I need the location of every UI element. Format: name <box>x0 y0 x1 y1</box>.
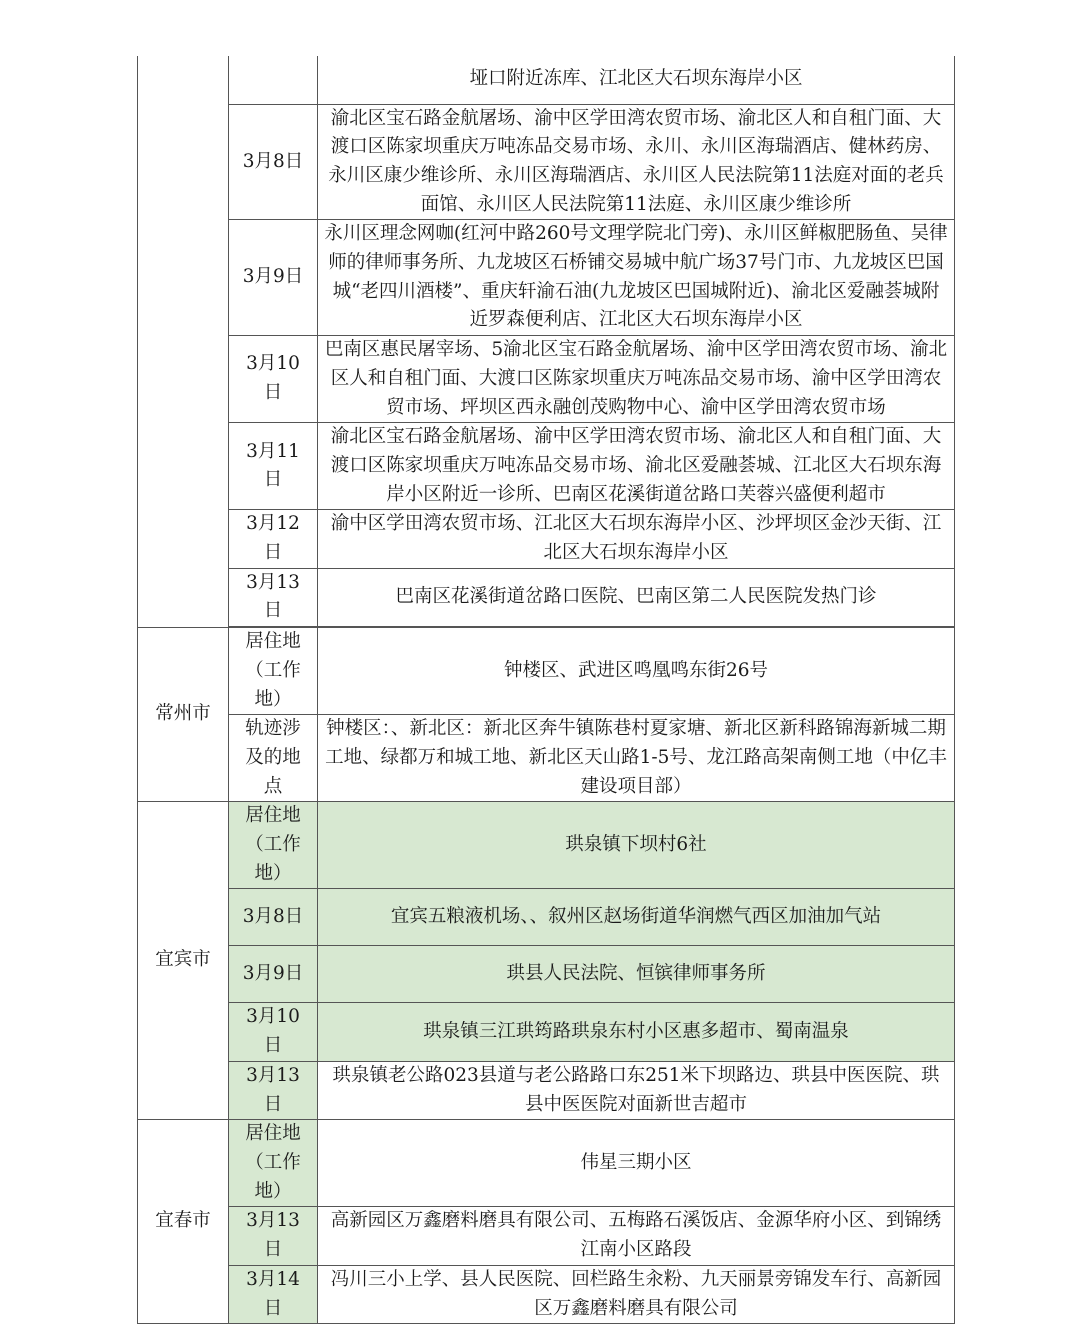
table-row <box>138 568 955 626</box>
date-cell: 3月13日 <box>229 1061 318 1119</box>
date-cell <box>229 56 318 104</box>
table-row <box>138 423 955 510</box>
places-cell: 巴南区花溪街道岔路口医院、巴南区第二人民医院发热门诊 <box>318 568 955 626</box>
table-row <box>138 1061 955 1119</box>
city-cell-yibin: 宜宾市 <box>138 802 229 1120</box>
date-cell: 3月11日 <box>229 423 318 510</box>
table-row <box>138 1265 955 1323</box>
places-cell: 珙泉镇下坝村6社 <box>318 802 955 889</box>
table-row <box>138 104 955 220</box>
places-cell: 珙泉镇三江珙筠路珙泉东村小区惠多超市、蜀南温泉 <box>318 1003 955 1061</box>
places-cell: 渝北区宝石路金航屠场、渝中区学田湾农贸市场、渝北区人和自租门面、大渡口区陈家坝重庆万吨冻品交易市场、渝北区爱融荟城、江北区大石坝东海岸小区附近一诊所、巴南区花溪街道岔路口芙蓉兴盛便利超市 <box>318 423 955 510</box>
table-row <box>138 1003 955 1061</box>
city-cell-chongqing-continued <box>138 56 229 628</box>
date-cell: 3月13日 <box>229 1207 318 1265</box>
residence-label-cell: 居住地（工作地） <box>229 802 318 889</box>
places-cell: 巴南区惠民屠宰场、5渝北区宝石路金航屠场、渝中区学田湾农贸市场、渝北区人和自租门面、大渡口区陈家坝重庆万吨冻品交易市场、渝中区学田湾农贸市场、坪坝区西永融创茂购物中心、渝中区学田湾农贸市场 <box>318 336 955 423</box>
table-row <box>138 802 955 889</box>
table-row <box>138 336 955 423</box>
places-cell: 钟楼区、武进区鸣凰鸣东街26号 <box>318 628 955 715</box>
date-cell: 3月12日 <box>229 510 318 568</box>
places-cell: 渝北区宝石路金航屠场、渝中区学田湾农贸市场、渝北区人和自租门面、大渡口区陈家坝重庆万吨冻品交易市场、永川、永川区海瑞酒店、健林药房、永川区康少维诊所、永川区海瑞酒店、永川区人民法院第11法庭对面的老兵面馆、永川区人民法院第11法庭、永川区康少维诊所 <box>318 104 955 220</box>
table-row <box>138 1120 955 1207</box>
track-label-cell: 轨迹涉及的地点 <box>229 715 318 802</box>
places-cell: 珙县人民法院、恒镔律师事务所 <box>318 946 955 1003</box>
residence-label-cell: 居住地（工作地） <box>229 628 318 715</box>
date-cell: 3月10日 <box>229 336 318 423</box>
date-cell: 3月8日 <box>229 104 318 220</box>
trajectory-table <box>137 56 955 1324</box>
table-row <box>138 510 955 568</box>
table-row <box>138 1207 955 1265</box>
places-cell: 垭口附近冻库、江北区大石坝东海岸小区 <box>318 56 955 104</box>
date-cell: 3月13日 <box>229 568 318 626</box>
table-row <box>138 220 955 336</box>
date-cell: 3月10日 <box>229 1003 318 1061</box>
city-cell-yichun: 宜春市 <box>138 1120 229 1324</box>
city-cell-changzhou: 常州市 <box>138 628 229 802</box>
places-cell: 冯川三小上学、县人民医院、回栏路生汆粉、九天丽景旁锦发车行、高新园区万鑫磨料磨具有限公司 <box>318 1265 955 1323</box>
places-cell: 永川区理念网咖(红河中路260号文理学院北门旁)、永川区鲜椒肥肠鱼、吴律师的律师事务所、九龙坡区石桥铺交易城中航广场37号门市、九龙坡区巴国城“老四川酒楼”、重庆轩渝石油(九龙坡区巴国城附近)、渝北区爱融荟城附近罗森便利店、江北区大石坝东海岸小区 <box>318 220 955 336</box>
date-cell: 3月9日 <box>229 220 318 336</box>
table-row <box>138 56 955 104</box>
places-cell: 钟楼区：、新北区：新北区奔牛镇陈巷村夏家塘、新北区新科路锦海新城二期工地、绿都万和城工地、新北区天山路1-5号、龙江路高架南侧工地（中亿丰建设项目部） <box>318 715 955 802</box>
table-row <box>138 628 955 715</box>
date-cell: 3月14日 <box>229 1265 318 1323</box>
table-row <box>138 715 955 802</box>
places-cell: 高新园区万鑫磨料磨具有限公司、五梅路石溪饭店、金源华府小区、到锦绣江南小区路段 <box>318 1207 955 1265</box>
date-cell: 3月8日 <box>229 889 318 946</box>
places-cell: 珙泉镇老公路023县道与老公路路口东251米下坝路边、珙县中医医院、珙县中医医院对面新世吉超市 <box>318 1061 955 1119</box>
table-row <box>138 889 955 946</box>
places-cell: 伟星三期小区 <box>318 1120 955 1207</box>
places-cell: 宜宾五粮液机场、、叙州区赵场街道华润燃气西区加油加气站 <box>318 889 955 946</box>
places-cell: 渝中区学田湾农贸市场、江北区大石坝东海岸小区、沙坪坝区金沙天街、江北区大石坝东海岸小区 <box>318 510 955 568</box>
table-row <box>138 946 955 1003</box>
residence-label-cell: 居住地（工作地） <box>229 1120 318 1207</box>
date-cell: 3月9日 <box>229 946 318 1003</box>
